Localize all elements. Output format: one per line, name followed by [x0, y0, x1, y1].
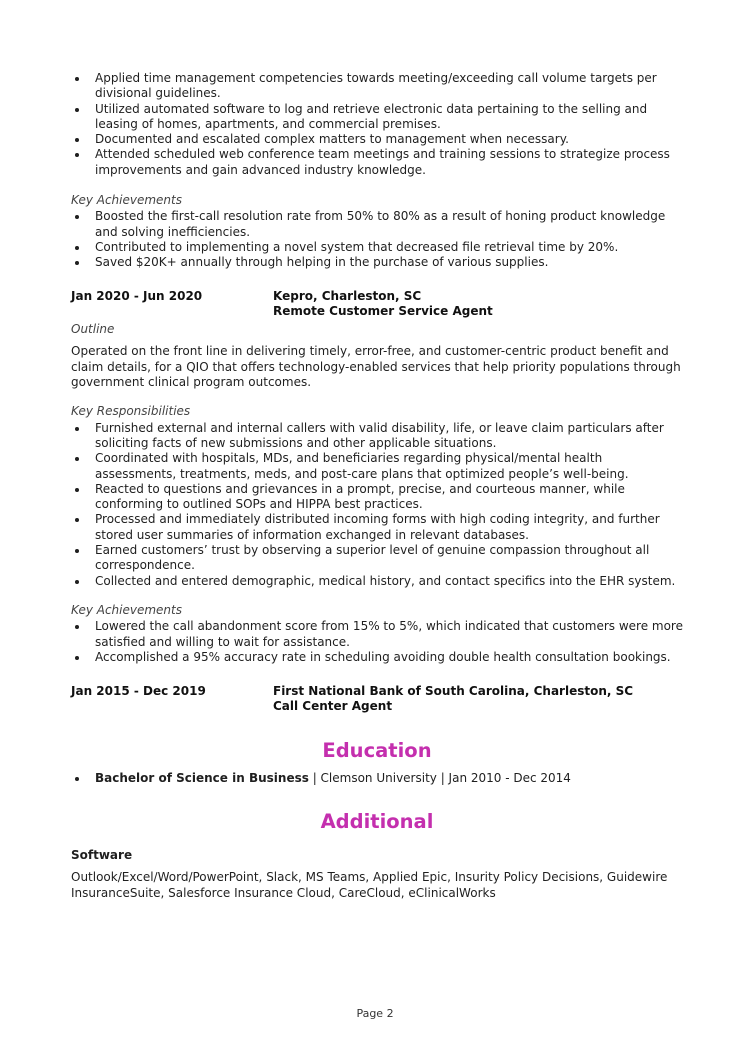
education-heading: Education — [322, 738, 432, 762]
additional-heading: Additional — [320, 809, 434, 833]
kepro-job-info — [273, 289, 493, 320]
bank-title: Call Center Agent — [273, 699, 393, 714]
list-item: Attended scheduled web conference team meetings and training sessions to strategize process improvements and gain advanced industry knowledge. — [71, 147, 683, 178]
previous-job-achievements-heading: Key Achievements — [71, 193, 182, 208]
list-item: Collected and entered demographic, medical history, and contact specifics into the EHR system. — [71, 574, 683, 589]
list-item: Utilized automated software to log and retrieve electronic data pertaining to the selling and leasing of homes, apartments, and commercial premises. — [71, 102, 683, 133]
previous-job-responsibilities — [71, 71, 683, 178]
list-item: Applied time management competencies towards meeting/exceeding call volume targets per divisional guidelines. — [71, 71, 683, 102]
list-item: Boosted the first-call resolution rate from 50% to 80% as a result of honing product knowledge and solving inefficiencies. — [71, 209, 683, 240]
bank-job-info — [273, 684, 633, 715]
list-item: Earned customers’ trust by observing a superior level of genuine compassion throughout all correspondence. — [71, 543, 683, 574]
list-item: Reacted to questions and grievances in a prompt, precise, and courteous manner, while conforming to outlined SOPs and HIPPA best practices. — [71, 482, 683, 513]
list-item: Contributed to implementing a novel system that decreased file retrieval time by 20%. — [71, 240, 683, 255]
kepro-outline-text: Operated on the front line in delivering timely, error-free, and customer-centric product benefit and claim details, for a QIO that offers technology-enabled services that help priority populations through government clinical program outcomes. — [71, 344, 681, 390]
kepro-outline-heading: Outline — [71, 322, 115, 337]
list-item: Accomplished a 95% accuracy rate in scheduling avoiding double health consultation bookings. — [71, 650, 683, 665]
kepro-job-header — [71, 289, 683, 320]
list-item — [71, 771, 683, 786]
software-list: Outlook/Excel/Word/PowerPoint, Slack, MS Teams, Applied Epic, Insurity Policy Decisions, Guidewire InsuranceSuite, Salesforce Insurance Cloud, CareCloud, eClinicalWorks — [71, 870, 668, 900]
kepro-title: Remote Customer Service Agent — [273, 303, 493, 318]
education-list — [71, 771, 683, 786]
list-item: Saved $20K+ annually through helping in the purchase of various supplies. — [71, 255, 683, 270]
software-heading: Software — [71, 847, 133, 862]
education-degree: Bachelor of Science in Business — [95, 770, 309, 785]
education-details: | Clemson University | Jan 2010 - Dec 2014 — [308, 770, 571, 785]
resume-page — [71, 71, 683, 901]
previous-job-achievements — [71, 209, 683, 270]
page-number: Page 2 — [356, 1007, 394, 1020]
kepro-achievements-heading: Key Achievements — [71, 602, 182, 617]
list-item: Lowered the call abandonment score from 15% to 5%, which indicated that customers were more satisfied and willing to wait for assistance. — [71, 619, 683, 650]
kepro-responsibilities — [71, 421, 683, 589]
list-item: Processed and immediately distributed incoming forms with high coding integrity, and further stored user summaries of information exchanged in relevant databases. — [71, 512, 683, 543]
list-item: Furnished external and internal callers with valid disability, life, or leave claim particulars after soliciting facts of new submissions and other applicable situations. — [71, 421, 683, 452]
bank-job-dates: Jan 2015 - Dec 2019 — [71, 684, 206, 699]
list-item: Coordinated with hospitals, MDs, and beneficiaries regarding physical/mental health assessments, treatments, meds, and post-care plans that optimized people’s well-being. — [71, 451, 683, 482]
kepro-responsibilities-heading: Key Responsibilities — [71, 404, 191, 419]
kepro-company: Kepro, Charleston, SC — [273, 288, 422, 303]
kepro-achievements — [71, 619, 683, 665]
bank-job-header — [71, 684, 683, 715]
list-item: Documented and escalated complex matters to management when necessary. — [71, 132, 683, 147]
kepro-job-dates: Jan 2020 - Jun 2020 — [71, 288, 203, 303]
bank-company: First National Bank of South Carolina, Charleston, SC — [273, 684, 634, 699]
